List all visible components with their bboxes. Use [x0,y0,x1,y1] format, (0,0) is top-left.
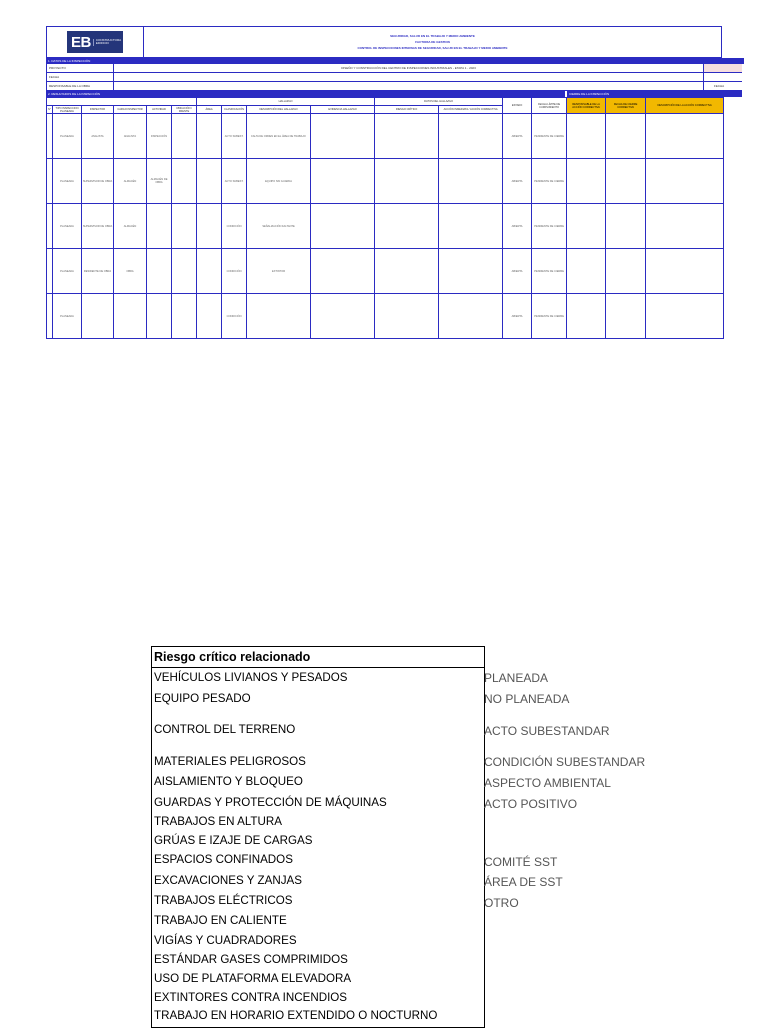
table-cell[interactable]: ABIERTA [503,114,532,159]
logo-sub-1: CONSTRUCTORA [95,37,122,42]
table-cell[interactable]: SUPERVISOR DE OBRA [82,204,114,249]
logo-text: EB [71,33,91,51]
table-cell[interactable] [439,114,503,159]
table-cell[interactable]: EQUIPO SIN GUARDA [247,159,311,204]
table-cell[interactable] [439,159,503,204]
table-cell[interactable] [311,159,375,204]
group-header-row [47,98,724,106]
section-general-bar: 1. DATOS DE LA INSPECCIÓN [46,58,744,64]
table-cell[interactable] [606,204,646,249]
option-item[interactable]: COMITÉ SST [484,855,558,869]
table-cell[interactable]: PLANEADA [53,159,82,204]
table-cell[interactable]: ACTO SUBEST. [222,159,247,204]
table-row [47,294,724,339]
option-item[interactable]: ÁREA DE SST [484,875,563,889]
col-header: CARGO INSPECTOR [114,106,147,114]
table-cell[interactable]: PLANEADA [53,249,82,294]
logo-sub-2: EDIFICIO [95,41,109,45]
table-cell[interactable]: PENDIENTE DE CIERRE [532,204,567,249]
riesgo-item[interactable]: TRABAJOS ELÉCTRICOS [154,894,293,907]
col-header-highlight: RESPONSABLE DE LA ACCIÓN CORRECTIVA [567,98,606,114]
col-header: ESTADO [503,98,532,114]
table-cell[interactable] [439,204,503,249]
table-cell[interactable] [311,294,375,339]
col-header: RIESGO CRÍTICO [375,106,439,114]
inspection-form [46,26,725,339]
table-cell[interactable]: ANALISTA [82,114,114,159]
general-value[interactable]: DISEÑO Y CONSTRUCCIÓN DEL CENTRO DE INSPECCIONES INDUSTRIALES - ETAPA 1 - 2023 [341,66,476,70]
table-cell[interactable]: PLANEADA [53,114,82,159]
table-cell[interactable] [646,114,724,159]
table-cell[interactable]: SUPERVISOR DE OBRA [82,159,114,204]
general-data [46,64,742,91]
table-cell[interactable] [311,204,375,249]
table-cell[interactable] [375,204,439,249]
general-value[interactable] [114,73,703,81]
option-item[interactable]: ACTO POSITIVO [484,797,578,811]
group-hallazgo: HALLAZGO [197,98,375,106]
table-cell[interactable] [567,249,606,294]
riesgo-item[interactable]: GUARDAS Y PROTECCIÓN DE MÁQUINAS [154,796,387,809]
table-cell[interactable] [197,159,222,204]
riesgo-title: Riesgo crítico relacionado [152,647,484,668]
table-cell[interactable]: CONDICIÓN [222,294,247,339]
fecha-label: FECHA [714,84,725,88]
riesgo-item[interactable]: USO DE PLATAFORMA ELEVADORA [154,972,352,985]
col-header: ÁREA [197,106,222,114]
table-cell[interactable] [247,294,311,339]
findings-table [46,97,724,339]
table-cell[interactable]: PLANEADA [53,294,82,339]
riesgo-item[interactable]: CONTROL DEL TERRENO [154,723,296,736]
table-cell[interactable] [567,114,606,159]
table-cell[interactable] [172,249,197,294]
table-cell[interactable]: OBRA [114,249,147,294]
general-value[interactable] [114,82,703,90]
section-results-bar [46,91,742,97]
table-cell[interactable] [375,159,439,204]
table-cell[interactable]: RESIDENTE DE OBRA [82,249,114,294]
riesgo-item[interactable]: ESPACIOS CONFINADOS [154,853,293,866]
general-row [46,82,742,91]
table-cell[interactable] [197,249,222,294]
table-cell[interactable] [646,159,724,204]
col-header: FECHA LÍMITE DE CUMPLIMIENTO [532,98,567,114]
group-datos: DATOS DEL HALLAZGO [375,98,503,106]
table-cell[interactable]: ABIERTA [503,294,532,339]
table-cell[interactable]: PENDIENTE DE CIERRE [532,114,567,159]
table-cell[interactable] [114,294,147,339]
riesgo-item[interactable]: GRÚAS E IZAJE DE CARGAS [154,834,313,847]
logo-cell [47,27,144,57]
table-cell[interactable] [567,294,606,339]
table-cell[interactable] [172,159,197,204]
riesgo-item[interactable]: AISLAMIENTO Y BLOQUEO [154,775,303,788]
option-item[interactable]: NO PLANEADA [484,692,570,706]
table-cell[interactable] [147,294,172,339]
general-row [46,64,742,73]
table-cell[interactable] [375,249,439,294]
table-row [47,114,724,159]
table-body [47,114,724,339]
riesgo-item[interactable]: MATERIALES PELIGROSOS [154,755,306,768]
col-header: UBICACIÓN / FRENTE [172,106,197,114]
table-cell[interactable] [375,294,439,339]
table-cell[interactable]: EXTINTOR [247,249,311,294]
riesgo-item[interactable]: EQUIPO PESADO [154,692,251,705]
table-cell[interactable] [606,249,646,294]
table-cell[interactable]: SEÑALIZACIÓN FALTANTE [247,204,311,249]
table-cell[interactable]: ALMACÉN [114,159,147,204]
col-header: EVIDENCIA HALLAZGO [311,106,375,114]
general-row [46,73,742,82]
col-header-highlight: DESCRIPCIÓN DE LA ACCIÓN CORRECTIVA [646,98,724,114]
table-cell[interactable] [82,294,114,339]
table-cell[interactable] [197,204,222,249]
table-cell[interactable] [375,114,439,159]
col-header-highlight: FECHA DE CIERRE CORRECTIVA [606,98,646,114]
option-item[interactable]: ACTO SUBESTANDAR [484,724,610,738]
table-cell[interactable] [311,114,375,159]
table-cell[interactable]: PENDIENTE DE CIERRE [532,249,567,294]
riesgo-list [151,646,485,1028]
riesgo-item[interactable]: EXCAVACIONES Y ZANJAS [154,874,302,887]
general-label: PROYECTO [47,64,114,72]
col-header: INSPECTOR [82,106,114,114]
col-header: TIPO INSPECCION PLANEADA [53,106,82,114]
table-cell[interactable]: INSPECCIÓN [147,114,172,159]
table-cell[interactable]: ACTO SUBEST. [222,114,247,159]
general-side [703,64,742,72]
col-header: N° [47,106,53,114]
table-cell[interactable]: PENDIENTE DE CIERRE [532,294,567,339]
table-cell[interactable]: ALMACÉN DE OBRA [147,159,172,204]
option-item[interactable]: OTRO [484,896,519,910]
general-label: RESPONSABLE DE LA OBRA [47,82,114,90]
option-item[interactable]: ASPECTO AMBIENTAL [484,776,611,790]
table-cell[interactable]: ANALISTA [114,114,147,159]
general-side [703,73,742,81]
table-cell[interactable]: PENDIENTE DE CIERRE [532,159,567,204]
riesgo-item[interactable]: EXTINTORES CONTRA INCENDIOS [154,991,348,1004]
table-cell[interactable] [172,294,197,339]
table-cell[interactable]: ABIERTA [503,204,532,249]
closure-title: CIERRE DE LA INSPECCIÓN [567,91,742,97]
table-cell[interactable]: FALTA DE ORDEN EN EL ÁREA DE TRABAJO [247,114,311,159]
col-header: CLASIFICACIÓN [222,106,247,114]
table-cell[interactable]: ALMACÉN [114,204,147,249]
table-cell[interactable] [197,294,222,339]
header-titles [144,27,721,57]
table-cell[interactable]: CONDICIÓN [222,204,247,249]
header-line-1: SEGURIDAD, SALUD EN EL TRABAJO Y MEDIO AMBIENTE [390,34,475,38]
riesgo-item[interactable]: VEHÍCULOS LIVIANOS Y PESADOS [154,671,348,684]
table-cell[interactable] [172,204,197,249]
table-cell[interactable] [567,204,606,249]
table-row [47,204,724,249]
table-cell[interactable] [646,249,724,294]
riesgo-item[interactable]: TRABAJO EN HORARIO EXTENDIDO O NOCTURNO [154,1009,438,1022]
table-cell[interactable] [646,294,724,339]
table-row [47,159,724,204]
table-cell[interactable] [567,159,606,204]
col-header: ACCIÓN INMEDIATA / ACCIÓN CORRECTIVA [439,106,503,114]
table-cell[interactable] [147,204,172,249]
table-row [47,249,724,294]
general-label: FECHA [47,73,114,81]
table-cell[interactable] [172,114,197,159]
header-line-3: CONTROL DE INSPECCIONES INTERNAS DE SEGURIDAD, SALUD EN EL TRABAJO Y MEDIO AMBIENTE [357,46,508,50]
table-cell[interactable] [439,294,503,339]
col-header: DESCRIPCIÓN DEL HALLAZGO [247,106,311,114]
table-cell[interactable] [439,249,503,294]
table-cell[interactable] [606,294,646,339]
option-item[interactable]: PLANEADA [484,671,549,685]
option-item[interactable]: CONDICIÓN SUBESTANDAR [484,755,646,769]
riesgo-item[interactable]: TRABAJOS EN ALTURA [154,815,282,828]
table-cell[interactable] [311,249,375,294]
riesgo-item[interactable]: ESTÁNDAR GASES COMPRIMIDOS [154,953,348,966]
riesgo-item[interactable]: TRABAJO EN CALIENTE [154,914,287,927]
form-header [46,26,722,58]
table-cell[interactable] [197,114,222,159]
table-cell[interactable]: ABIERTA [503,249,532,294]
col-header: ACTIVIDAD [147,106,172,114]
results-title: 2. RESULTADOS DE LA INSPECCIÓN [46,91,565,97]
table-cell[interactable]: ABIERTA [503,159,532,204]
company-logo [67,31,123,53]
table-cell[interactable] [147,249,172,294]
table-cell[interactable] [606,114,646,159]
table-cell[interactable] [606,159,646,204]
table-cell[interactable] [646,204,724,249]
riesgo-item[interactable]: VIGÍAS Y CUADRADORES [154,934,297,947]
table-cell[interactable]: CONDICIÓN [222,249,247,294]
table-cell[interactable]: PLANEADA [53,204,82,249]
header-line-2: FACTORIA DE GESTION [415,40,450,44]
